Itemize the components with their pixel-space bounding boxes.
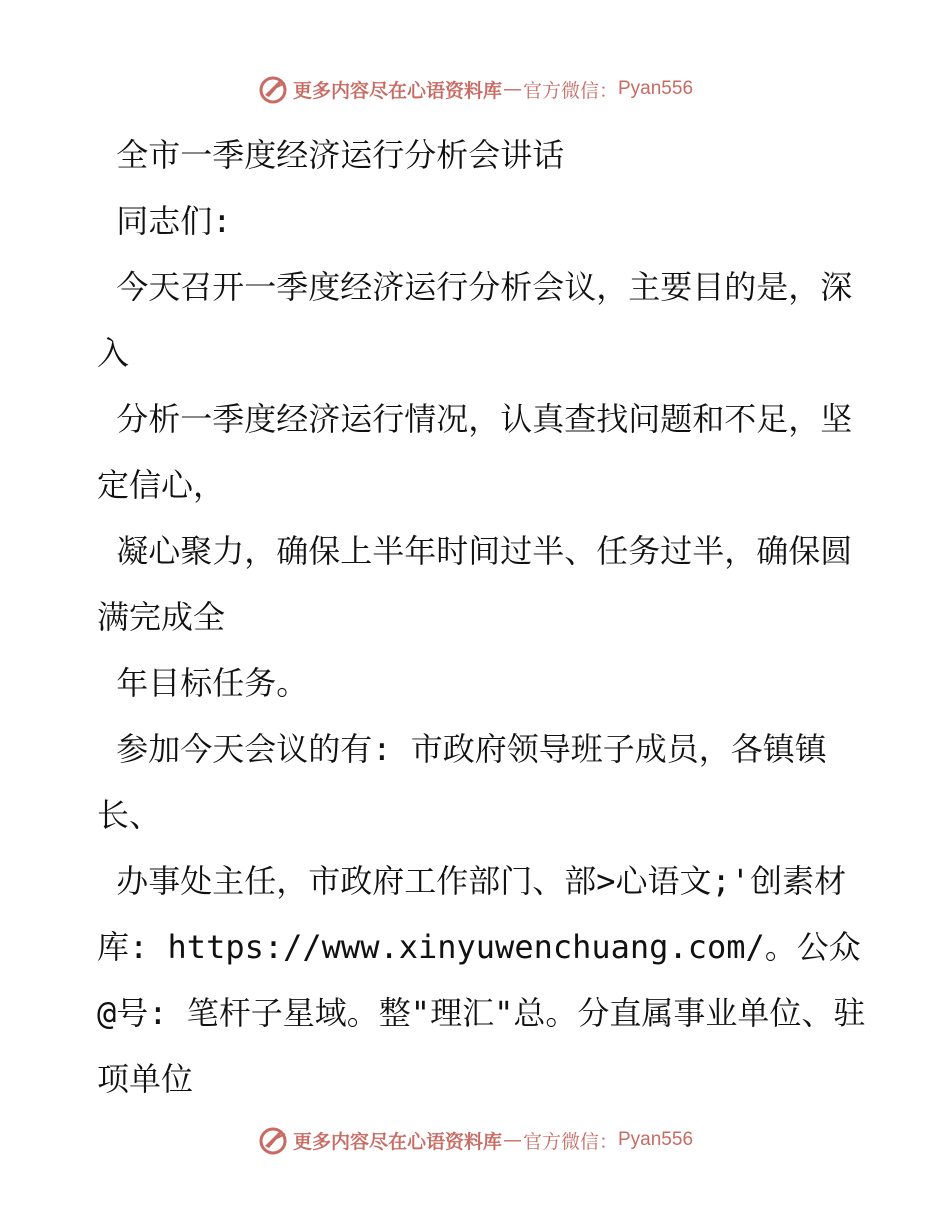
- paragraph-4: 年目标任务。: [97, 664, 309, 702]
- paragraph-5: 参加今天会议的有: 市政府领导班子成员，各镇镇长、: [97, 730, 827, 834]
- paragraph-2: 分析一季度经济运行情况，认真查找问题和不足，坚定信心，: [97, 400, 853, 504]
- header-official-label: 官方微信：: [522, 79, 618, 102]
- header-dash: —: [502, 78, 522, 100]
- header-wechat-id: Pyan556: [618, 78, 694, 99]
- footer-banner: [0, 1120, 950, 1160]
- footer-wechat-id: Pyan556: [618, 1129, 694, 1150]
- header-banner: [0, 69, 950, 109]
- paragraph-6: 办事处主任，市政府工作部门、部>心语文;'创素材库: https://www.xinyuwenchuang.com/。公众@号: 笔杆子星域。整"理汇"总。分直属事业单位、驻项单位: [97, 862, 866, 1098]
- quill-ink-logo-icon: [257, 1124, 289, 1156]
- paragraph-1: 今天召开一季度经济运行分析会议，主要目的是，深入: [97, 268, 853, 372]
- document-title: 全市一季度经济运行分析会讲话: [97, 136, 565, 174]
- greeting: 同志们:: [97, 202, 232, 240]
- header-brand-text: 更多内容尽在心语资料库: [292, 79, 502, 102]
- quill-ink-logo-icon: [257, 73, 289, 105]
- document-body: [97, 122, 867, 1112]
- footer-official-label: 官方微信：: [522, 1130, 618, 1153]
- paragraph-3: 凝心聚力，确保上半年时间过半、任务过半，确保圆满完成全: [97, 532, 853, 636]
- footer-dash: —: [502, 1129, 522, 1151]
- footer-brand-text: 更多内容尽在心语资料库: [292, 1130, 502, 1153]
